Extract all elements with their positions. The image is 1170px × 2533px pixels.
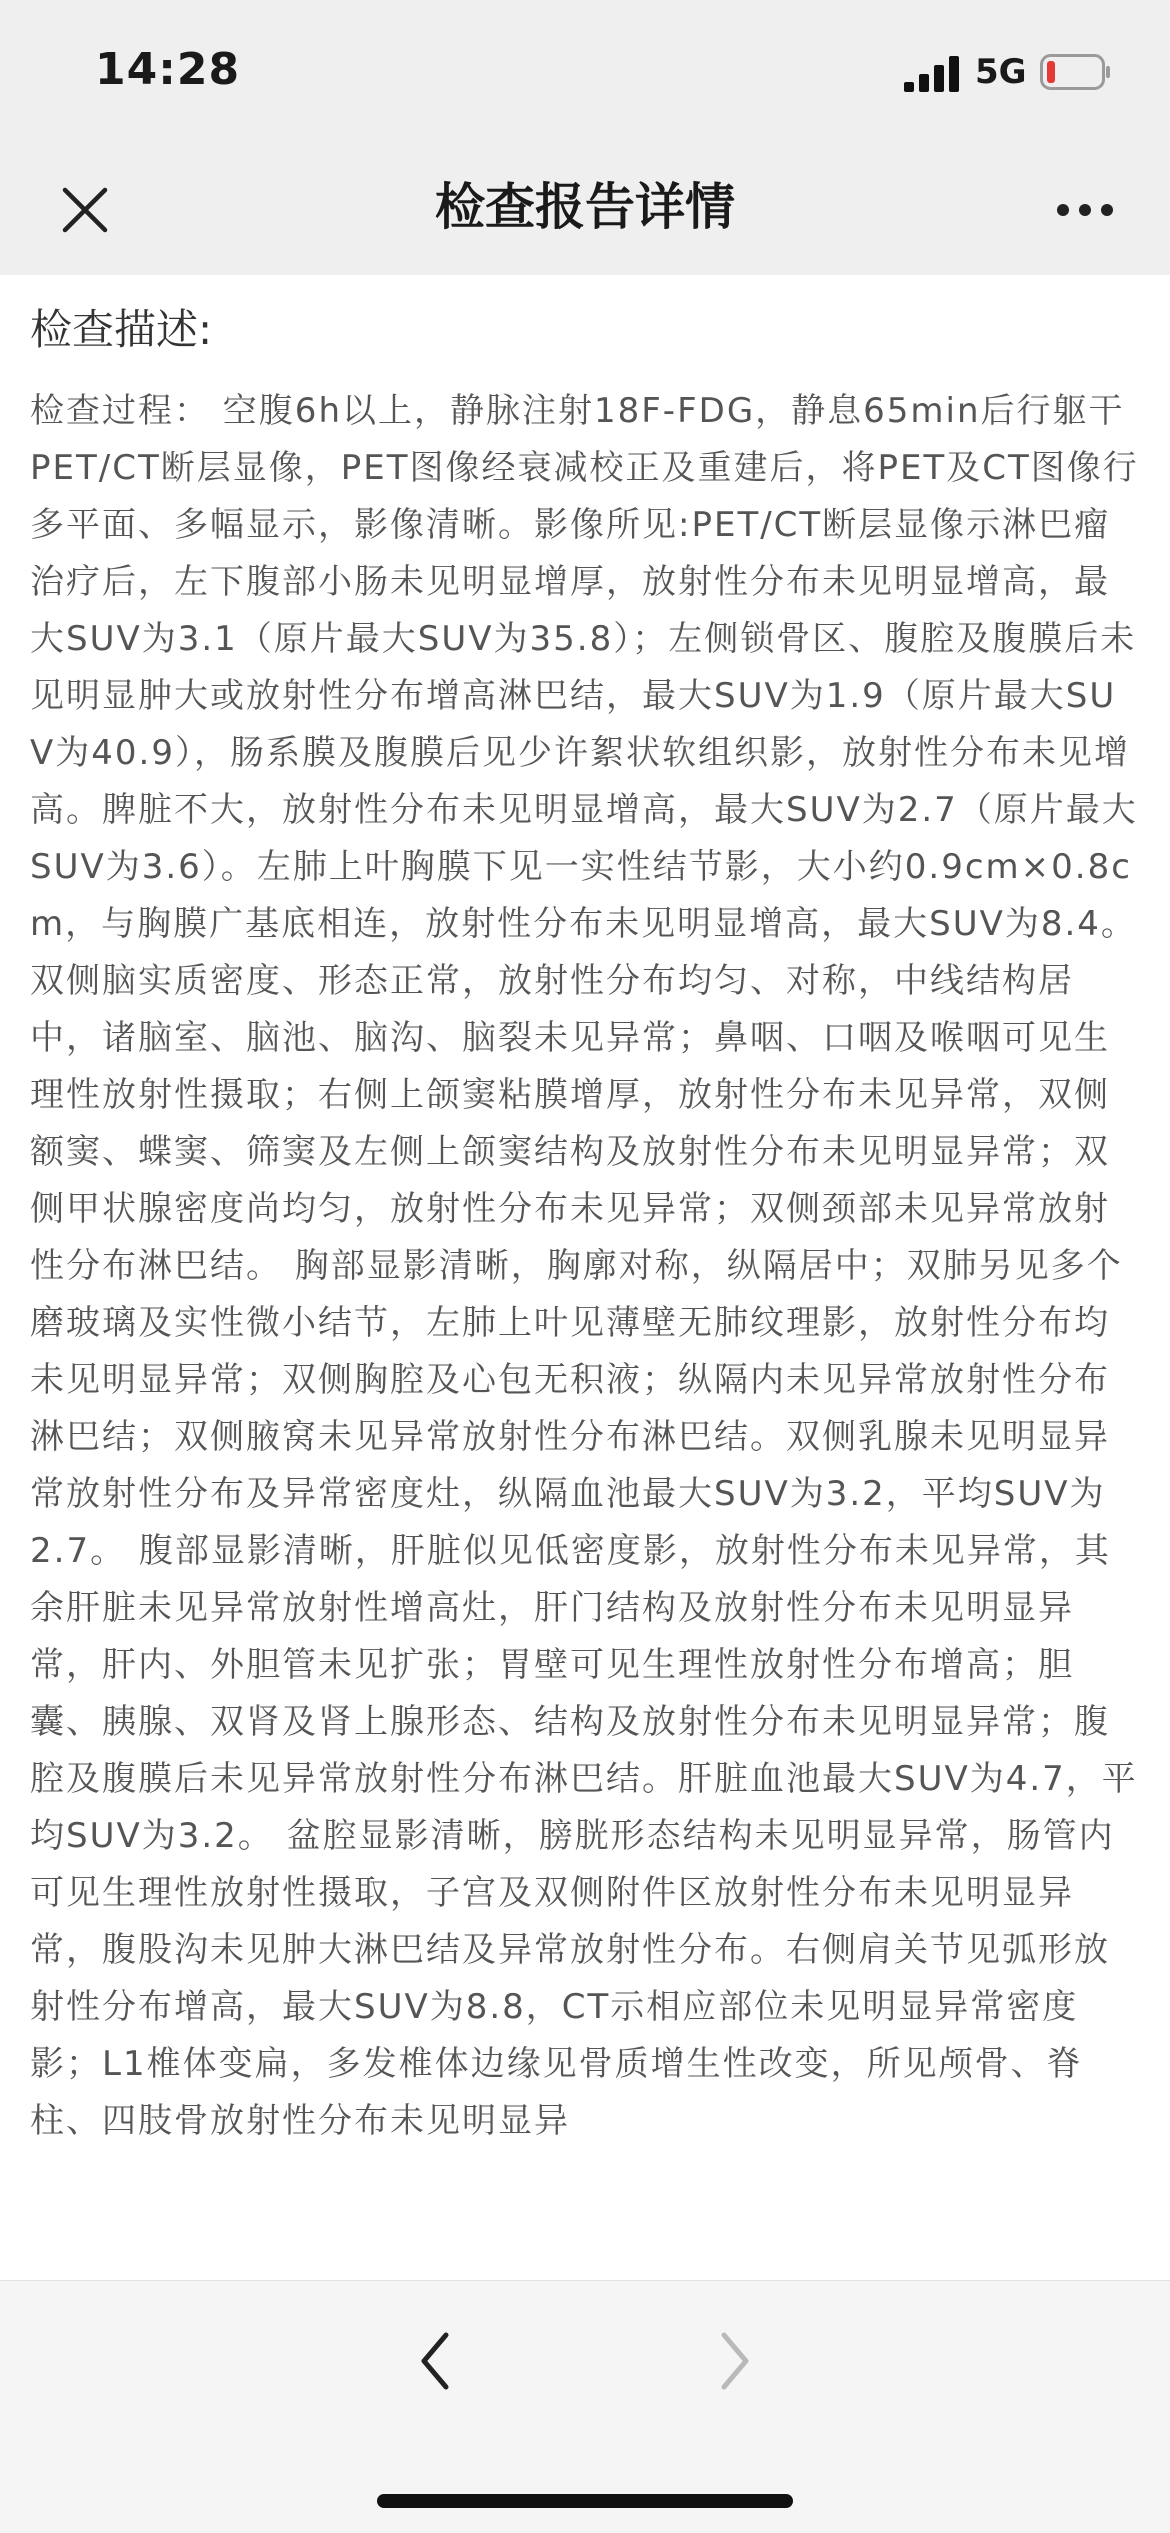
battery-icon <box>1040 54 1112 90</box>
forward-button[interactable] <box>700 2321 770 2401</box>
signal-icon <box>904 56 960 92</box>
page-title: 检查报告详情 <box>435 178 735 236</box>
back-button[interactable] <box>400 2321 470 2401</box>
section-title: 检查描述: <box>30 305 213 354</box>
chevron-right-icon <box>718 2331 752 2391</box>
status-time: 14:28 <box>95 44 241 95</box>
chevron-left-icon <box>418 2331 452 2391</box>
status-bar <box>0 0 1170 150</box>
report-description: 检查过程： 空腹6h以上，静脉注射18F-FDG，静息65min后行躯干PET/CT断层显像，PET图像经衰减校正及重建后，将PET及CT图像行多平面、多幅显示，影像清晰。影像所见:PET/CT断层显像示淋巴瘤治疗后，左下腹部小肠未见明显增厚，放射性分布未见明显增高，最大SUV为3.1（原片最大SUV为35.8）；左侧锁骨区、腹腔及腹膜后未见明显肿大或放射性分布增高淋巴结，最大SUV为1.9（原片最大SUV为40.9），肠系膜及腹膜后见少许絮状软组织影，放射性分布未见增高。脾脏不大，放射性分布未见明显增高，最大SUV为2.7（原片最大SUV为3.6）。左肺上叶胸膜下见一实性结节影，大小约0.9cm×0.8cm，与胸膜广基底相连，放射性分布未见明显增高，最大SUV为8.4。 双侧脑实质密度、形态正常，放射性分布均匀、对称，中线结构居中，诸脑室、脑池、脑沟、脑裂未见异常；鼻咽、口咽及喉咽可见生理性放射性摄取；右侧上颌窦粘膜增厚，放射性分布未见异常，双侧额窦、蝶窦、筛窦及左侧上颌窦结构及放射性分布未见明显异常；双侧甲状腺密度尚均匀，放射性分布未见异常；双侧颈部未见异常放射性分布淋巴结。 胸部显影清晰，胸廓对称，纵隔居中；双肺另见多个磨玻璃及实性微小结节，左肺上叶见薄壁无肺纹理影，放射性分布均未见明显异常；双侧胸腔及心包无积液；纵隔内未见异常放射性分布淋巴结；双侧腋窝未见异常放射性分布淋巴结。双侧乳腺未见明显异常放射性分布及异常密度灶，纵隔血池最大SUV为3.2，平均SUV为2.7。 腹部显影清晰，肝脏似见低密度影，放射性分布未见异常，其余肝脏未见异常放射性增高灶，肝门结构及放射性分布未见明显异常，肝内、外胆管未见扩张；胃壁可见生理性放射性分布增高；胆囊、胰腺、双肾及肾上腺形态、结构及放射性分布未见明显异常；腹腔及腹膜后未见异常放射性分布淋巴结。肝脏血池最大SUV为4.7，平均SUV为3.2。 盆腔显影清晰，膀胱形态结构未见明显异常，肠管内可见生理性放射性摄取，子宫及双侧附件区放射性分布未见明显异常，腹股沟未见肿大淋巴结及异常放射性分布。右侧肩关节见弧形放射性分布增高，最大SUV为8.8，CT示相应部位未见明显异常密度影；L1椎体变扁，多发椎体边缘见骨质增生性改变，所见颅骨、脊柱、四肢骨放射性分布未见明显异 <box>30 391 1139 2141</box>
report-content[interactable] <box>0 275 1170 2280</box>
home-indicator <box>377 2494 793 2508</box>
network-type: 5G <box>975 52 1027 92</box>
more-button[interactable] <box>1050 185 1120 235</box>
more-icon <box>1056 203 1114 217</box>
nav-bar <box>0 150 1170 275</box>
